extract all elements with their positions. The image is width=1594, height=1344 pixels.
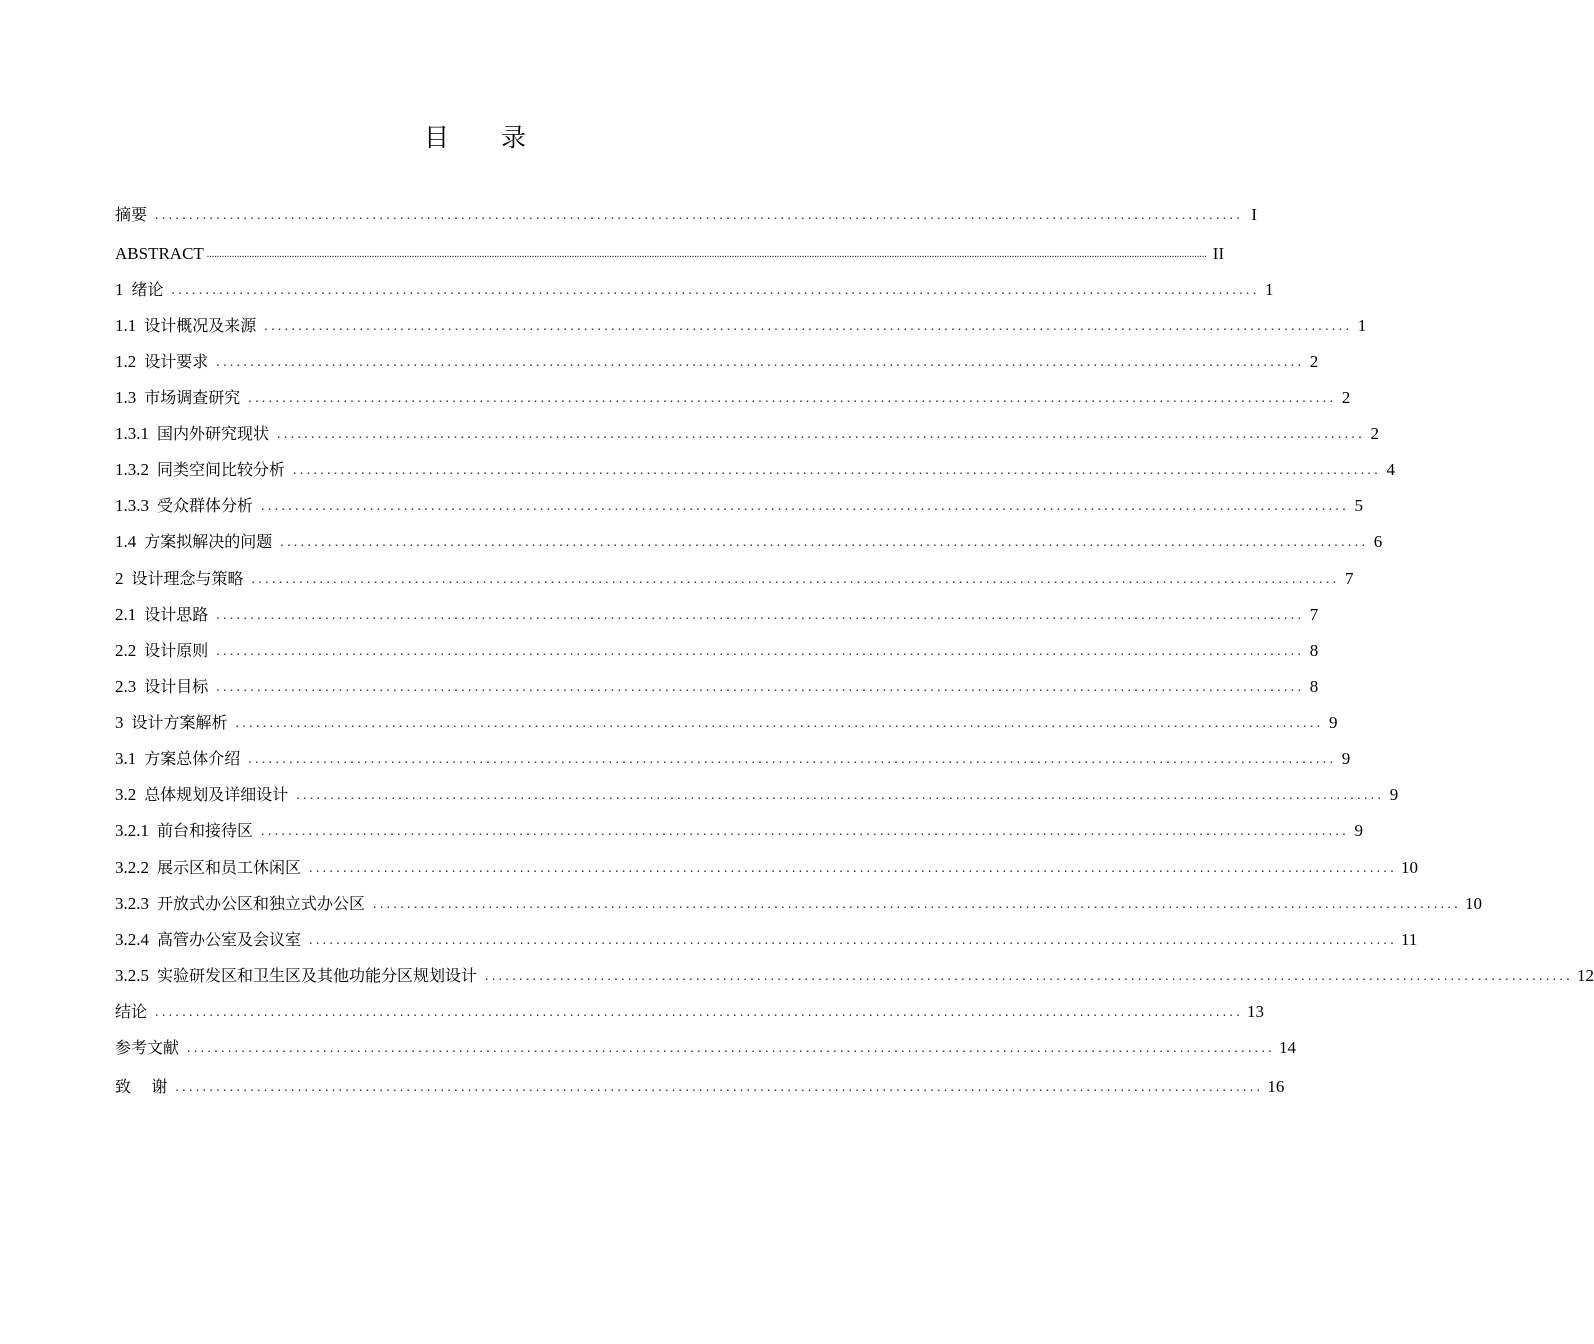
- toc-entry-number: 3: [115, 713, 124, 732]
- toc-entry[interactable]: [115, 271, 1274, 301]
- toc-entry[interactable]: [115, 632, 1319, 662]
- toc-entry-label: 绪论: [131, 280, 164, 299]
- toc-dot-leader: ................................................................................................................................................................: [248, 752, 1337, 767]
- toc-entry-label: 受众群体分析: [157, 496, 254, 515]
- toc-entry-number: 1.3.1: [115, 424, 149, 443]
- toc-entry-label: 参考文献: [115, 1038, 180, 1057]
- toc-dot-leader: ................................................................................................................................................................................................................................................................................................................................................................................................................: [206, 249, 1207, 260]
- toc-entry[interactable]: [115, 343, 1319, 373]
- toc-page-number: I: [1251, 205, 1258, 224]
- toc-entry[interactable]: [115, 849, 1419, 879]
- toc-dot-leader: ................................................................................................................................................................: [175, 1080, 1264, 1095]
- toc-dot-leader: ................................................................................................................................................................: [216, 644, 1305, 659]
- toc-entry-label: 高管办公室及会议室: [157, 930, 302, 949]
- toc-entry[interactable]: [115, 379, 1351, 409]
- toc-page-number: 14: [1279, 1038, 1297, 1057]
- toc-entry[interactable]: [115, 1068, 1285, 1098]
- toc-entry-number: 3.1: [115, 749, 137, 768]
- toc-entry-number: 2.3: [115, 677, 137, 696]
- toc-entry[interactable]: [115, 776, 1399, 806]
- toc-entry-label: 设计目标: [144, 677, 209, 696]
- toc-dot-leader: ................................................................................................................................................................: [235, 716, 1324, 731]
- toc-dot-leader: ................................................................................................................................................................: [216, 680, 1305, 695]
- toc-entry-number: 1.3.2: [115, 460, 149, 479]
- toc-dot-leader: ................................................................................................................................................................: [248, 391, 1337, 406]
- toc-page-number: 13: [1247, 1002, 1265, 1021]
- toc-page-number: 2: [1309, 352, 1319, 371]
- toc-entry-label: 设计原则: [144, 641, 209, 660]
- toc-page-number: 7: [1345, 569, 1354, 588]
- toc-entry[interactable]: [115, 235, 1225, 265]
- toc-entry-number: 1.3: [115, 388, 137, 407]
- toc-entry-number: 3.2.2: [115, 858, 149, 877]
- toc-entry[interactable]: [115, 451, 1396, 481]
- toc-entry-label: 前台和接待区: [157, 821, 254, 840]
- toc-dot-leader: ................................................................................................................................................................: [373, 897, 1462, 912]
- toc-page-number: 9: [1341, 749, 1351, 768]
- toc-entry-number: 1.2: [115, 352, 137, 371]
- toc-entry-label: 实验研发区和卫生区及其他功能分区规划设计: [157, 966, 478, 985]
- toc-page-number: 8: [1309, 677, 1319, 696]
- toc-dot-leader: ................................................................................................................................................................: [187, 1041, 1276, 1056]
- toc-entry-number: 3.2.1: [115, 821, 149, 840]
- toc-page-number: 1: [1265, 280, 1274, 299]
- toc-page-number: 11: [1401, 930, 1418, 949]
- toc-page-number: 10: [1401, 858, 1419, 877]
- toc-entry[interactable]: [115, 1029, 1297, 1059]
- toc-page-number: 7: [1309, 605, 1319, 624]
- toc-entry[interactable]: [115, 921, 1418, 951]
- toc-entry[interactable]: [115, 740, 1351, 770]
- toc-entry[interactable]: [115, 957, 1594, 987]
- toc-entry-label: 设计方案解析: [131, 713, 228, 732]
- toc-dot-leader: ................................................................................................................................................................: [280, 535, 1369, 550]
- toc-dot-leader: ................................................................................................................................................................: [264, 319, 1353, 334]
- toc-entry[interactable]: [115, 812, 1364, 842]
- toc-page-number: 6: [1373, 532, 1383, 551]
- toc-dot-leader: ................................................................................................................................................................: [485, 969, 1574, 984]
- toc-page-number: 9: [1329, 713, 1338, 732]
- toc-entry-label: 设计要求: [144, 352, 209, 371]
- toc-dot-leader: ................................................................................................................................................................: [309, 933, 1398, 948]
- toc-entry-number: 3.2: [115, 785, 137, 804]
- toc-entry-label: 致 谢: [115, 1077, 168, 1096]
- toc-page-number: 4: [1386, 460, 1396, 479]
- toc-entry-label: 展示区和员工休闲区: [157, 858, 302, 877]
- toc-entry-number: 2: [115, 569, 124, 588]
- toc-entry-number: 3.2.4: [115, 930, 149, 949]
- toc-entry[interactable]: [115, 523, 1383, 553]
- toc-entry-label: 设计思路: [144, 605, 209, 624]
- toc-entry[interactable]: [115, 885, 1483, 915]
- toc-entry-number: 3.2.5: [115, 966, 149, 985]
- toc-dot-leader: ................................................................................................................................................................: [155, 208, 1244, 223]
- toc-entry-label: ABSTRACT: [115, 244, 204, 263]
- toc-entry[interactable]: [115, 196, 1258, 226]
- toc-dot-leader: ................................................................................................................................................................: [309, 861, 1398, 876]
- toc-page-number: 1: [1357, 316, 1367, 335]
- toc-entry-number: 3.2.3: [115, 894, 149, 913]
- toc-entry-label: 方案总体介绍: [144, 749, 241, 768]
- toc-dot-leader: ................................................................................................................................................................: [261, 499, 1350, 514]
- toc-page-number: 12: [1577, 966, 1594, 985]
- toc-dot-leader: ................................................................................................................................................................: [171, 283, 1260, 298]
- toc-dot-leader: ................................................................................................................................................................: [261, 824, 1350, 839]
- toc-entry-label: 开放式办公区和独立式办公区: [157, 894, 366, 913]
- toc-entry-number: 1.4: [115, 532, 137, 551]
- toc-entry[interactable]: [115, 415, 1380, 445]
- toc-entry-label: 方案拟解决的问题: [144, 532, 273, 551]
- toc-entry-number: 1.1: [115, 316, 137, 335]
- toc-dot-leader: ................................................................................................................................................................: [216, 608, 1305, 623]
- toc-page-number: 5: [1354, 496, 1364, 515]
- toc-dot-leader: ................................................................................................................................................................: [277, 427, 1366, 442]
- toc-entry-label: 摘要: [115, 205, 148, 224]
- toc-entry[interactable]: [115, 668, 1319, 698]
- toc-entry-label: 总体规划及详细设计: [144, 785, 289, 804]
- toc-entry-label: 市场调查研究: [144, 388, 241, 407]
- toc-entry-label: 结论: [115, 1002, 148, 1021]
- toc-entry-label: 设计概况及来源: [144, 316, 257, 335]
- toc-entry-number: 2.1: [115, 605, 137, 624]
- toc-page-number: 2: [1370, 424, 1380, 443]
- toc-entry-label: 设计理念与策略: [131, 569, 244, 588]
- toc-dot-leader: ................................................................................................................................................................: [293, 463, 1382, 478]
- toc-entry[interactable]: [115, 487, 1364, 517]
- toc-entry-number: 2.2: [115, 641, 137, 660]
- page-title: 目 录: [424, 123, 548, 152]
- toc-page-number: 8: [1309, 641, 1319, 660]
- toc-entry[interactable]: [115, 307, 1367, 337]
- toc-page-number: 2: [1341, 388, 1351, 407]
- toc-dot-leader: ................................................................................................................................................................: [296, 788, 1385, 803]
- toc-page-number: II: [1212, 244, 1225, 263]
- toc-entry[interactable]: [115, 560, 1354, 590]
- toc-entry-label: 国内外研究现状: [157, 424, 270, 443]
- toc-dot-leader: ................................................................................................................................................................: [155, 1005, 1244, 1020]
- toc-entry-label: 同类空间比较分析: [157, 460, 286, 479]
- toc-dot-leader: ................................................................................................................................................................: [251, 572, 1340, 587]
- toc-dot-leader: ................................................................................................................................................................: [216, 355, 1305, 370]
- toc-page-number: 9: [1354, 821, 1364, 840]
- toc-entry-number: 1.3.3: [115, 496, 149, 515]
- toc-entry[interactable]: [115, 704, 1338, 734]
- toc-entry[interactable]: [115, 596, 1319, 626]
- toc-page-number: 16: [1267, 1077, 1285, 1096]
- toc-page-number: 9: [1389, 785, 1399, 804]
- toc-entry[interactable]: [115, 993, 1265, 1023]
- toc-entry-number: 1: [115, 280, 124, 299]
- toc-page-number: 10: [1465, 894, 1483, 913]
